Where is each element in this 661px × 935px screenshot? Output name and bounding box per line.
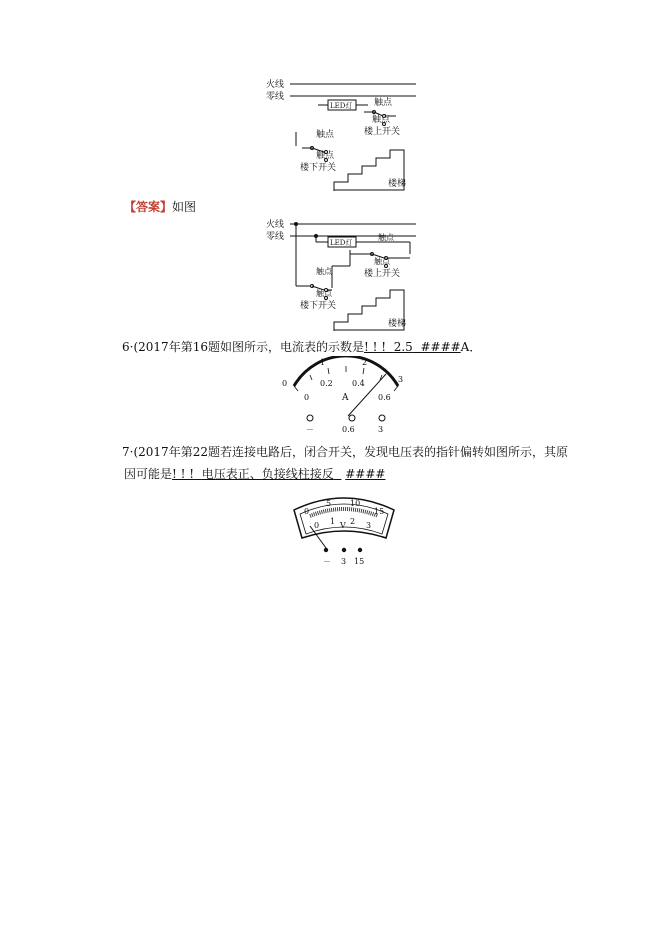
svg-text:火线: 火线 <box>266 220 285 230</box>
q6-blank: ! ! ! 2.5 #### <box>363 340 461 354</box>
svg-text:15: 15 <box>354 557 365 566</box>
svg-text:2: 2 <box>350 517 356 526</box>
question-7-line2: 因可能是! ! ! 电压表正、负接线柱接反 #### <box>124 467 386 481</box>
ammeter-unit: A <box>342 393 349 403</box>
circuit-figure-answer <box>260 214 425 334</box>
contact-label: 触点 <box>316 130 335 140</box>
svg-text:触点: 触点 <box>316 267 332 276</box>
voltmeter-unit: V <box>340 521 346 530</box>
svg-text:－: － <box>306 425 314 434</box>
svg-text:15: 15 <box>374 507 385 516</box>
svg-text:LED灯: LED灯 <box>330 102 353 110</box>
svg-text:楼下开关: 楼下开关 <box>300 301 337 311</box>
svg-text:LED灯: LED灯 <box>330 239 353 247</box>
svg-text:触点: 触点 <box>316 289 332 298</box>
stairs-label: 楼梯 <box>388 179 407 189</box>
svg-text:0.4: 0.4 <box>352 379 365 388</box>
svg-text:3: 3 <box>398 375 404 384</box>
question-6: 6·(2017年第16题如图所示，电流表的示数是! ! ! 2.5 ####A． <box>122 340 482 354</box>
svg-text:0: 0 <box>282 379 288 388</box>
live-wire-label: 火线 <box>266 80 285 90</box>
ammeter-figure <box>280 356 412 436</box>
svg-text:0.2: 0.2 <box>320 379 333 388</box>
svg-text:10: 10 <box>350 499 361 508</box>
svg-text:0.6: 0.6 <box>342 425 355 434</box>
svg-text:5: 5 <box>326 499 332 508</box>
svg-text:2: 2 <box>362 358 368 367</box>
downstairs-switch-label: 楼下开关 <box>300 163 337 173</box>
svg-text:楼上开关: 楼上开关 <box>364 269 401 279</box>
svg-text:楼梯: 楼梯 <box>388 319 407 329</box>
neutral-wire-label: 零线 <box>266 92 285 102</box>
contact-label: 触点 <box>372 115 391 125</box>
answer-text: 如图 <box>172 200 197 214</box>
voltmeter-figure <box>288 486 400 568</box>
svg-text:触点: 触点 <box>378 233 394 242</box>
q7-blank: ! ! ! 电压表正、负接线柱接反 <box>172 467 334 481</box>
svg-text:0: 0 <box>314 521 320 530</box>
svg-text:触点: 触点 <box>316 151 335 161</box>
svg-text:1: 1 <box>320 358 326 367</box>
svg-text:3: 3 <box>366 521 372 530</box>
svg-text:－: － <box>323 557 331 566</box>
q6-answer: 2.5 <box>393 340 413 354</box>
answer-tag: 【答案】 <box>124 200 173 214</box>
contact-label: 触点 <box>374 98 393 108</box>
svg-text:1: 1 <box>330 517 336 526</box>
svg-text:3: 3 <box>341 557 347 566</box>
svg-text:触点: 触点 <box>374 257 390 266</box>
upstairs-switch-label: 楼上开关 <box>364 127 401 137</box>
svg-text:0: 0 <box>304 507 310 516</box>
q7-answer: 电压表正、负接线柱接反 <box>201 467 334 481</box>
svg-text:3: 3 <box>378 425 384 434</box>
svg-text:零线: 零线 <box>266 232 285 242</box>
svg-text:0: 0 <box>304 393 310 402</box>
circuit-figure-question <box>260 74 425 194</box>
question-7: 7·(2017年第22题若连接电路后，闭合开关，发现电压表的指针偏转如图所示，其原 <box>122 445 568 459</box>
svg-text:0.6: 0.6 <box>378 393 391 402</box>
